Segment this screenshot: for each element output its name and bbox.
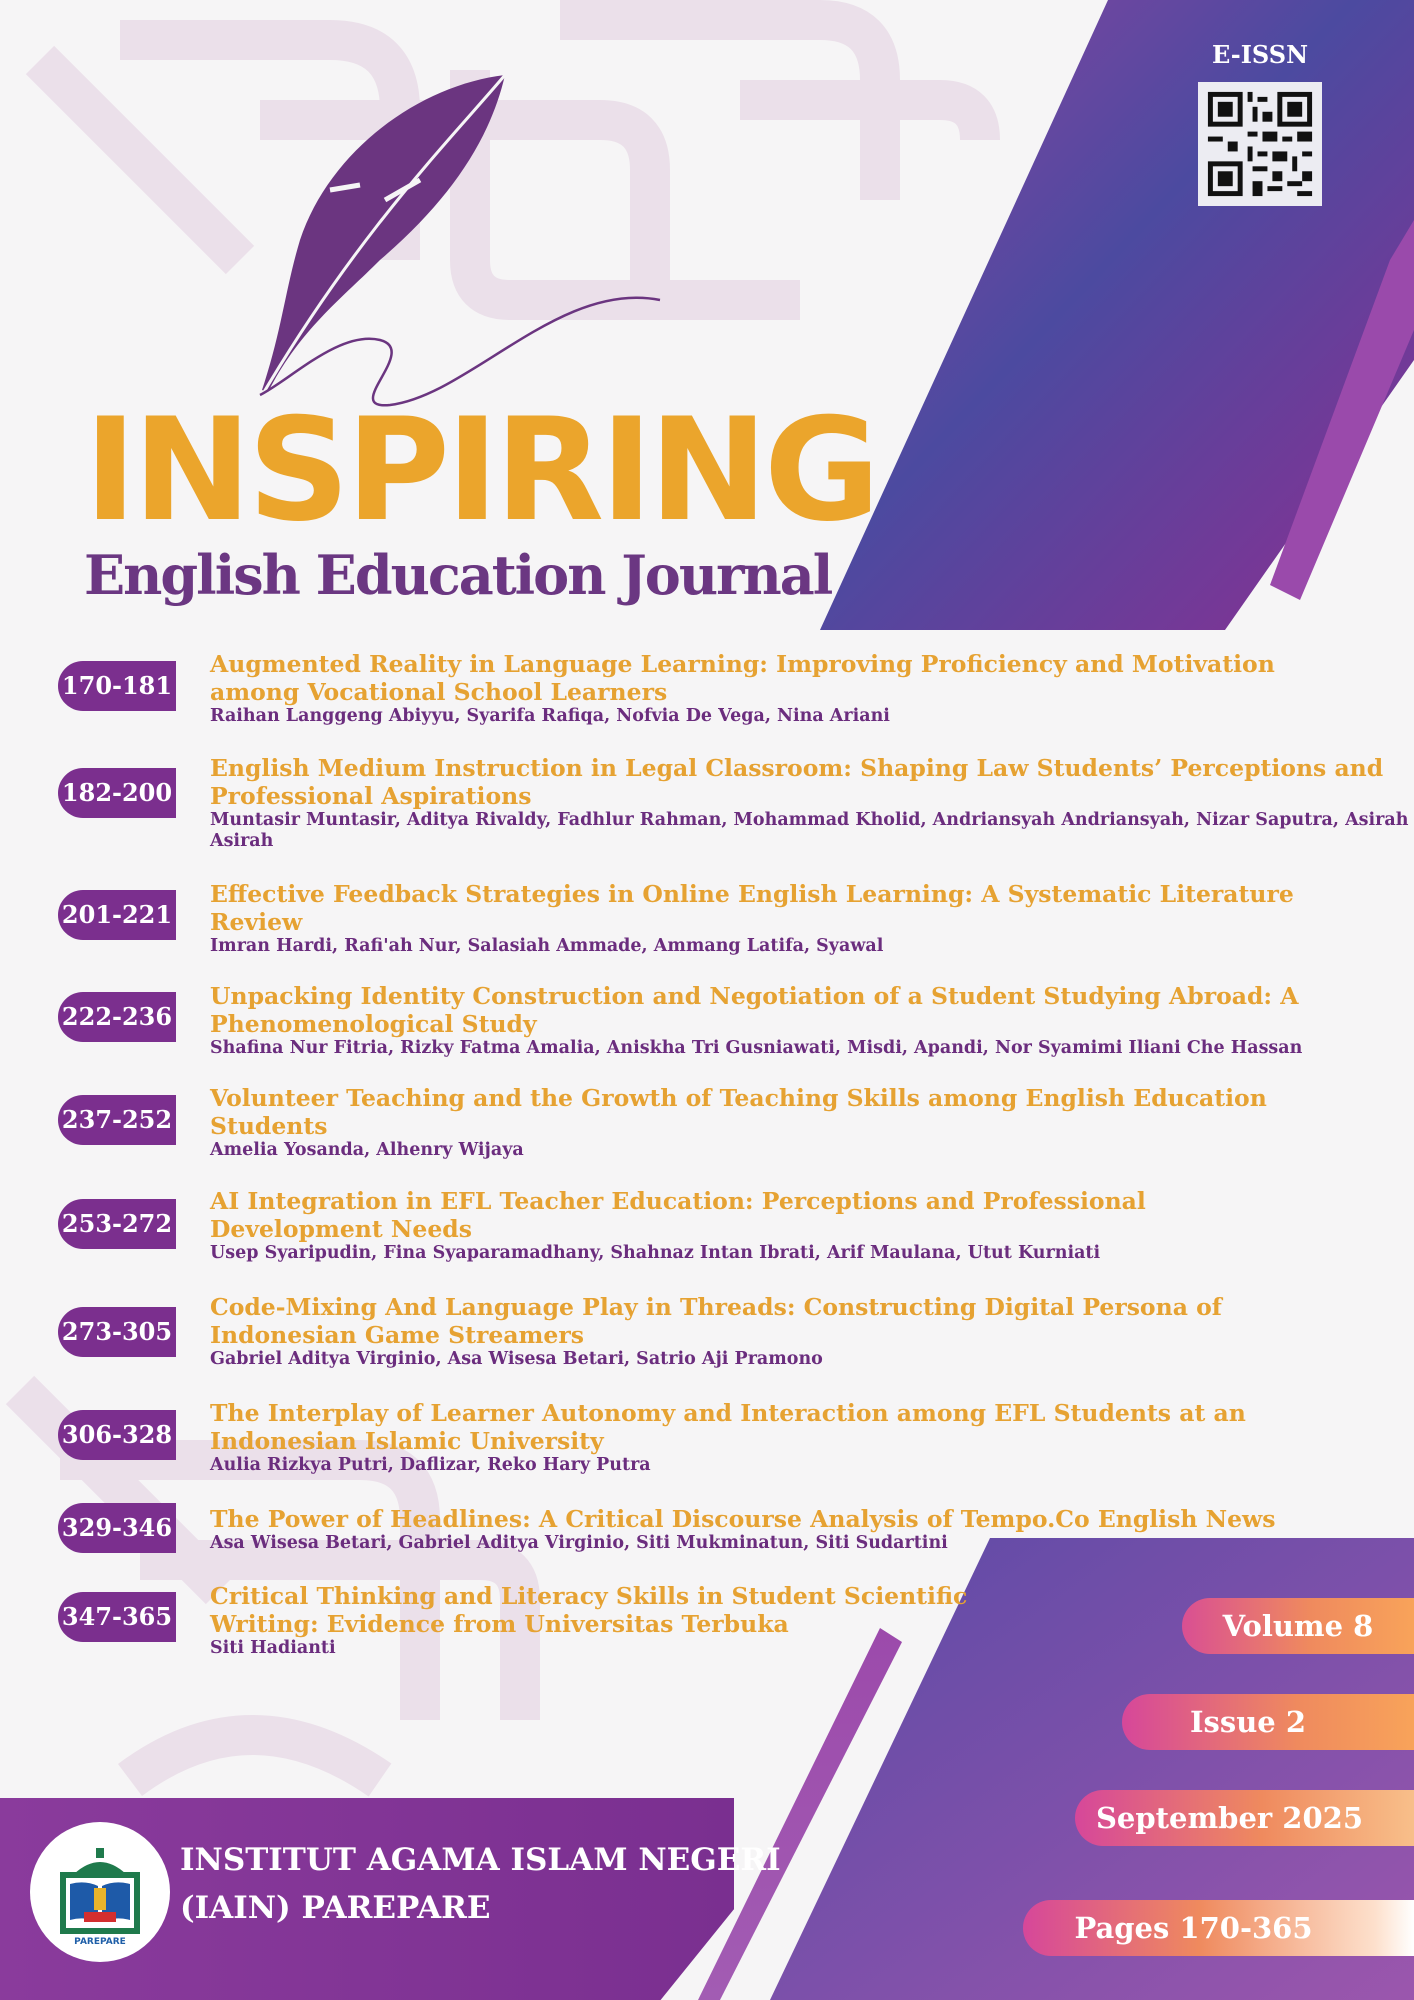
page-range-badge: 273-305 bbox=[58, 1307, 176, 1357]
institution-logo bbox=[30, 1822, 170, 1962]
article-authors: Muntasir Muntasir, Aditya Rivaldy, Fadhlur Rahman, Mohammad Kholid, Andriansyah Andriansyah, Nizar Saputra, Asirah Asirah bbox=[210, 810, 1409, 851]
journal-title: INSPIRING bbox=[84, 388, 877, 553]
date-badge bbox=[1075, 1790, 1414, 1846]
article-authors: Gabriel Aditya Virginio, Asa Wisesa Betari, Satrio Aji Pramono bbox=[210, 1349, 823, 1369]
article-authors: Aulia Rizkya Putri, Daflizar, Reko Hary Putra bbox=[210, 1455, 651, 1475]
article-text bbox=[210, 754, 1414, 852]
logo-caption: PAREPARE bbox=[74, 1937, 126, 1947]
article-text bbox=[210, 650, 1320, 727]
article-authors: Amelia Yosanda, Alhenry Wijaya bbox=[210, 1140, 524, 1160]
institution-name-line1: INSTITUT AGAMA ISLAM NEGERI bbox=[180, 1842, 781, 1878]
article-title[interactable]: English Medium Instruction in Legal Classroom: Shaping Law Students’ Perceptions and Professional Aspirations bbox=[210, 754, 1384, 810]
volume-text: Volume 8 bbox=[1222, 1609, 1374, 1643]
page-range-badge: 182-200 bbox=[58, 768, 176, 818]
article-text bbox=[210, 1293, 1360, 1370]
volume-badge bbox=[1182, 1598, 1414, 1654]
article-text bbox=[210, 1399, 1270, 1476]
page-range-badge: 329-346 bbox=[58, 1503, 176, 1553]
institution-name-line2: (IAIN) PAREPARE bbox=[180, 1890, 491, 1926]
article-text bbox=[210, 1582, 1000, 1659]
iain-parepare-logo-icon bbox=[30, 1822, 170, 1962]
article-authors: Shafina Nur Fitria, Rizky Fatma Amalia, Aniskha Tri Gusniawati, Misdi, Apandi, Nor Syamimi Iliani Che Hassan bbox=[210, 1038, 1303, 1058]
issue-text: Issue 2 bbox=[1189, 1705, 1307, 1739]
journal-subtitle: English Education Journal bbox=[84, 543, 832, 607]
article-authors: Raihan Langgeng Abiyyu, Syarifa Rafiqa, Nofvia De Vega, Nina Ariani bbox=[210, 706, 890, 726]
article-authors: Usep Syaripudin, Fina Syaparamadhany, Shahnaz Intan Ibrati, Arif Maulana, Utut Kurniati bbox=[210, 1243, 1101, 1263]
page-range-badge: 237-252 bbox=[58, 1095, 176, 1145]
page-range-badge: 222-236 bbox=[58, 992, 176, 1042]
pages-text: Pages 170-365 bbox=[1074, 1911, 1313, 1945]
article-text bbox=[210, 982, 1320, 1059]
page-range-badge: 347-365 bbox=[58, 1592, 176, 1642]
article-title[interactable]: Code-Mixing And Language Play in Threads: Constructing Digital Persona of Indonesian Game Streamers bbox=[210, 1293, 1222, 1349]
article-authors: Imran Hardi, Rafi'ah Nur, Salasiah Ammade, Ammang Latifa, Syawal bbox=[210, 936, 884, 956]
page-range-badge: 170-181 bbox=[58, 661, 176, 711]
article-title[interactable]: Volunteer Teaching and the Growth of Teaching Skills among English Education Students bbox=[210, 1084, 1267, 1140]
article-title[interactable]: The Interplay of Learner Autonomy and Interaction among EFL Students at an Indonesian Islamic University bbox=[210, 1399, 1246, 1455]
page-range-badge: 201-221 bbox=[58, 890, 176, 940]
qr-code-icon bbox=[1198, 82, 1322, 206]
page-range-badge: 306-328 bbox=[58, 1410, 176, 1460]
article-title[interactable]: Unpacking Identity Construction and Negotiation of a Student Studying Abroad: A Phenomenological Study bbox=[210, 982, 1299, 1038]
article-title[interactable]: Effective Feedback Strategies in Online English Learning: A Systematic Literature Review bbox=[210, 880, 1294, 936]
page-range-badge: 253-272 bbox=[58, 1199, 176, 1249]
article-title[interactable]: Critical Thinking and Literacy Skills in Student Scientific Writing: Evidence from Universitas Terbuka bbox=[210, 1582, 968, 1638]
date-text: September 2025 bbox=[1095, 1801, 1364, 1835]
eissn-label: E-ISSN bbox=[1212, 40, 1308, 69]
article-text bbox=[210, 1084, 1320, 1161]
article-title[interactable]: The Power of Headlines: A Critical Discourse Analysis of Tempo.Co English News bbox=[210, 1505, 1276, 1533]
pages-badge bbox=[1023, 1900, 1414, 1956]
issue-badge bbox=[1122, 1694, 1414, 1750]
article-title[interactable]: Augmented Reality in Language Learning: Improving Proficiency and Motivation among Vocational School Learners bbox=[210, 650, 1275, 706]
article-text bbox=[210, 880, 1320, 957]
article-authors: Asa Wisesa Betari, Gabriel Aditya Virginio, Siti Mukminatun, Siti Sudartini bbox=[210, 1533, 948, 1553]
article-text bbox=[210, 1505, 1360, 1554]
article-text bbox=[210, 1187, 1320, 1264]
article-authors: Siti Hadianti bbox=[210, 1638, 336, 1658]
article-title[interactable]: AI Integration in EFL Teacher Education: Perceptions and Professional Development Needs bbox=[210, 1187, 1146, 1243]
